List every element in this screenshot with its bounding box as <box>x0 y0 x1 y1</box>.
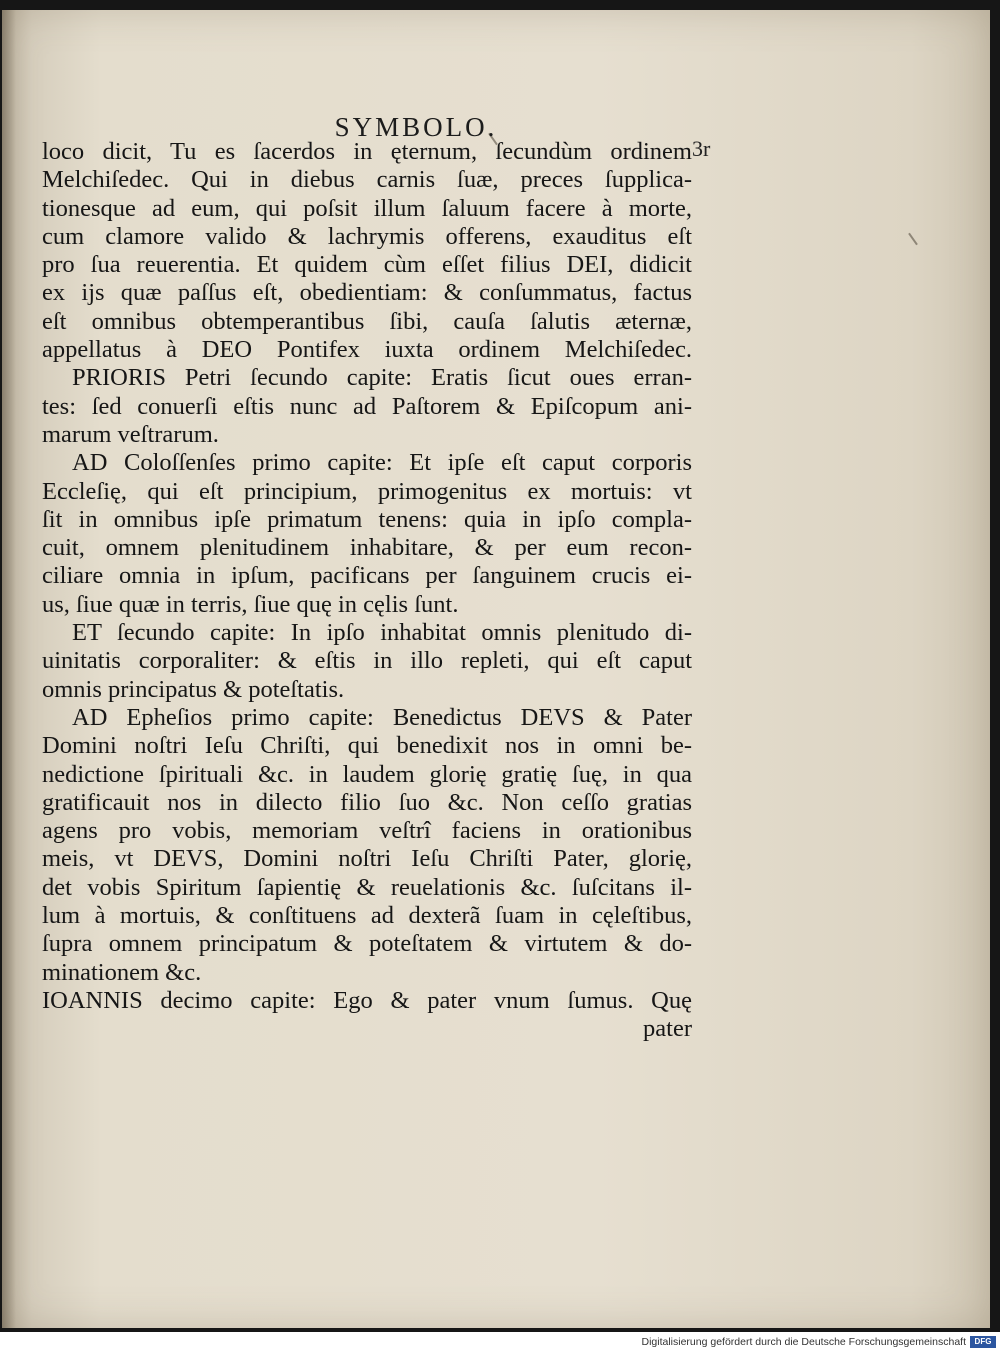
text-line: ſupra omnem principatum & poteſtatem & virtutem & do- <box>42 930 692 958</box>
dfg-logo: DFG <box>970 1336 996 1348</box>
text-line: tes: ſed conuerſi eſtis nunc ad Paſtorem & Epiſcopum ani- <box>42 392 692 420</box>
text-line: us, ſiue quæ in terris, ſiue quę in cęlis ſunt. <box>42 590 459 618</box>
text-line: uinitatis corporaliter: & eſtis in illo repleti, qui eſt caput <box>42 647 692 675</box>
text-line: lum à mortuis, & conſtituens ad dexterã ſuam in cęleſtibus, <box>42 902 692 930</box>
text-line: meis, vt DEVS, Domini noſtri Ieſu Chriſti Pater, glorię, <box>42 845 692 873</box>
text-line: agens pro vobis, memoriam veſtrî faciens in orationibus <box>42 817 692 845</box>
text-line: nedictione ſpirituali &c. in laudem glorię gratię ſuę, in qua <box>42 760 692 788</box>
text-line: pro ſua reuerentia. Et quidem cùm eſſet filius DEI, didicit <box>42 251 692 279</box>
catchword: pater <box>643 1015 692 1043</box>
text-line: PRIORIS Petri ſecundo capite: Eratis ſicut oues erran- <box>72 364 692 392</box>
text-line: Eccleſię, qui eſt principium, primogenitus ex mortuis: vt <box>42 477 692 505</box>
text-line: ET ſecundo capite: In ipſo inhabitat omnis plenitudo di- <box>72 619 692 647</box>
text-line: Domini noſtri Ieſu Chriſti, qui benedixit nos in omni be- <box>42 732 692 760</box>
text-line: cum clamore valido & lachrymis offerens, exauditus eſt <box>42 222 692 250</box>
running-head: SYMBOLO. <box>334 112 498 142</box>
text-line: eſt omnibus obtemperantibus ſibi, cauſa ſalutis æternæ, <box>42 307 692 335</box>
text-line: cuit, omnem plenitudinem inhabitare, & per eum recon- <box>42 534 692 562</box>
footer-credit: Digitalisierung gefördert durch die Deutsche Forschungsgemeinschaft <box>641 1336 966 1348</box>
text-line: Melchiſedec. Qui in diebus carnis ſuæ, preces ſupplica- <box>42 166 692 194</box>
text-line: AD Epheſios primo capite: Benedictus DEVS & Pater <box>72 703 692 731</box>
text-line: appellatus à DEO Pontifex iuxta ordinem Melchiſedec. <box>42 336 692 364</box>
text-line: ex ijs quæ paſſus eſt, obedientiam: & conſummatus, factus <box>42 279 692 307</box>
text-line: ciliare omnia in ipſum, pacificans per ſanguinem crucis ei- <box>42 562 692 590</box>
text-line: ſit in omnibus ipſe primatum tenens: quia in ipſo compla- <box>42 505 692 533</box>
text-line: gratificauit nos in dilecto filio ſuo &c. Non ceſſo gratias <box>42 788 692 816</box>
text-line: det vobis Spiritum ſapientię & reuelationis &c. ſuſcitans il- <box>42 873 692 901</box>
text-line: AD Coloſſenſes primo capite: Et ipſe eſt caput corporis <box>72 449 692 477</box>
text-line: minationem &c. <box>42 958 202 986</box>
paper-mark <box>908 233 918 246</box>
text-line: IOANNIS decimo capite: Ego & pater vnum ſumus. Quę <box>42 986 692 1014</box>
folio-number: 3r <box>692 136 711 161</box>
text-line: loco dicit, Tu es ſacerdos in ęternum, ſecundùm ordinem <box>42 138 692 165</box>
body-text <box>42 138 692 1044</box>
text-line: marum veſtrarum. <box>42 420 219 448</box>
text-line: omnis principatus & poteſtatis. <box>42 675 345 703</box>
text-line: tionesque ad eum, qui poſsit illum ſaluum facere à morte, <box>42 194 692 222</box>
